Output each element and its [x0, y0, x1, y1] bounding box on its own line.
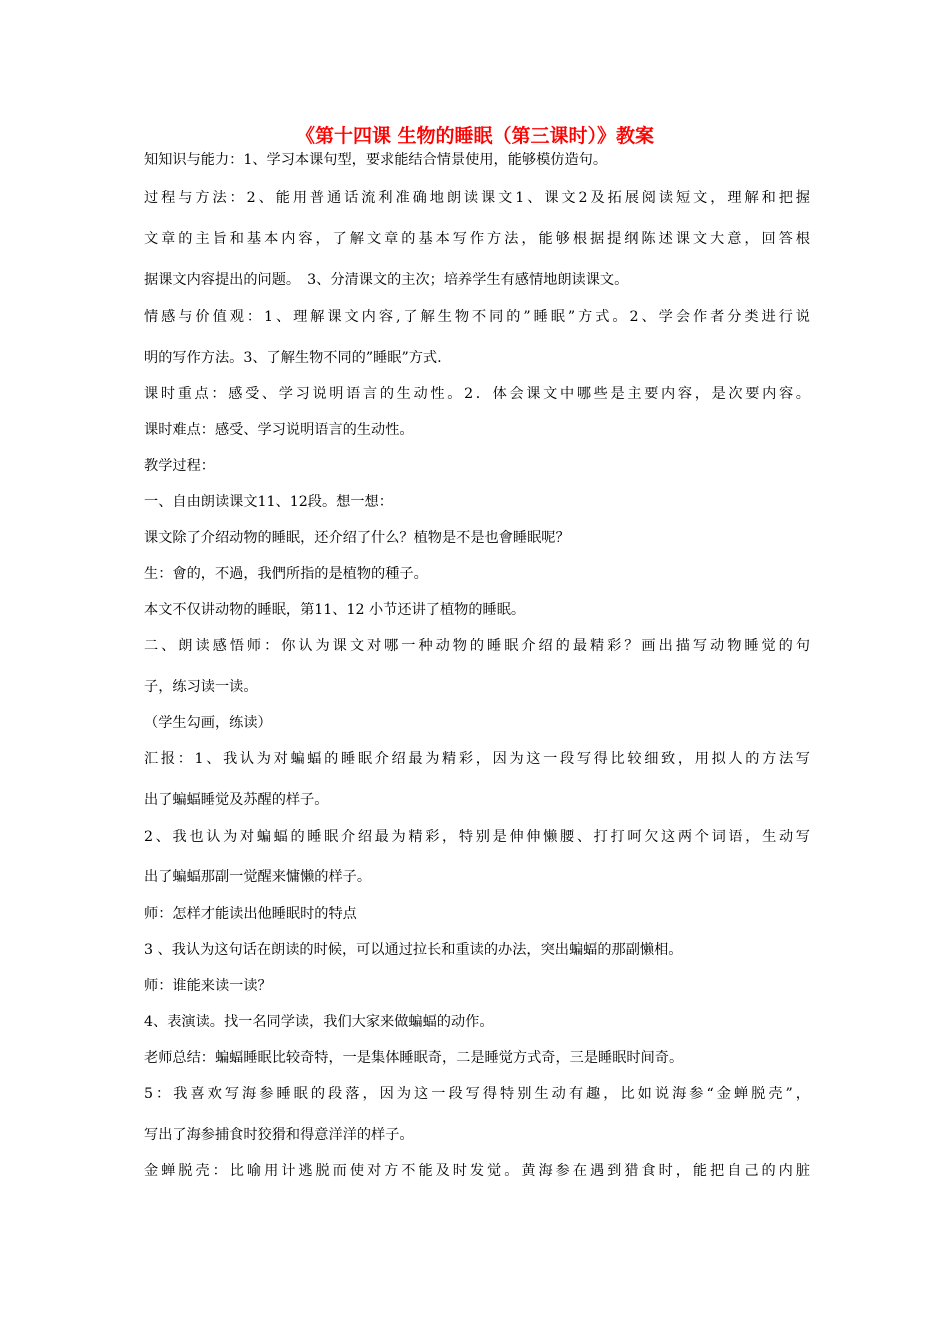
paragraph-line: 生：會的，不過，我們所指的是植物的種子。 — [144, 566, 428, 582]
paragraph-line: 据课文内容提出的问题。 3、分清课文的主次；培养学生有感情地朗读课文。 — [144, 272, 629, 288]
paragraph-line: 老师总结：蝙蝠睡眠比较奇特，一是集体睡眠奇，二是睡觉方式奇，三是睡眠时间奇。 — [144, 1050, 684, 1066]
paragraph-line: 课时难点：感受、学习说明语言的生动性。 — [144, 422, 414, 438]
paragraph-line: 出了蝙蝠睡觉及苏醒的样子。 — [144, 792, 329, 808]
paragraph-line: 课时重点：感受、学习说明语言的生动性。2．体会课文中哪些是主要内容，是次要内容。 — [144, 386, 810, 402]
paragraph-line: 二、朗读感悟师：你认为课文对哪一种动物的睡眠介绍的最精彩？画出描写动物睡觉的句 — [144, 638, 810, 654]
paragraph-line: 5：我喜欢写海参睡眠的段落，因为这一段写得特别生动有趣，比如说海参“金蝉脱壳”， — [144, 1086, 810, 1102]
paragraph-line: 过程与方法：2、能用普通话流利准确地朗读课文1、课文2及拓展阅读短文，理解和把握 — [144, 190, 810, 206]
paragraph-line: 课文除了介绍动物的睡眠，还介绍了什么？植物是不是也會睡眠呢？ — [144, 530, 570, 546]
paragraph-line: 师：谁能来读一读？ — [144, 978, 272, 994]
document-title: 《第十四课 生物的睡眠（第三课时）》教案 — [295, 125, 655, 147]
paragraph-line: 本文不仅讲动物的睡眠，第11、12 小节还讲了植物的睡眠。 — [144, 602, 526, 618]
paragraph-line: 子，练习读一读。 — [144, 679, 258, 695]
paragraph-line: 师：怎样才能读出他睡眠时的特点 — [144, 906, 357, 922]
paragraph-line: （学生勾画，练读） — [144, 715, 272, 731]
section-heading: 教学过程： — [144, 458, 215, 474]
paragraph-line: 金蝉脱壳：比喻用计逃脱而使对方不能及时发觉。黄海参在遇到猎食时，能把自己的内脏 — [144, 1163, 810, 1179]
paragraph-line: 明的写作方法。3、了解生物不同的”睡眠”方式. — [144, 350, 442, 366]
paragraph-line: 2、我也认为对蝙蝠的睡眠介绍最为精彩，特别是伸伸懒腰、打打呵欠这两个词语，生动写 — [144, 829, 810, 845]
paragraph-line: 一、自由朗读课文11、12段。想一想： — [144, 494, 393, 510]
paragraph-line: 写出了海参捕食时狡猾和得意洋洋的样子。 — [144, 1127, 414, 1143]
paragraph-line: 4、表演读。找一名同学读，我们大家来做蝙蝠的动作。 — [144, 1014, 494, 1030]
paragraph-line: 知知识与能力：1、学习本课句型，要求能结合情景使用，能够模仿造句。 — [144, 152, 608, 168]
paragraph-line: 文章的主旨和基本内容，了解文章的基本写作方法，能够根据提纲陈述课文大意，回答根 — [144, 231, 810, 247]
paragraph-line: 汇报：1、我认为对蝙蝠的睡眠介绍最为精彩，因为这一段写得比较细致，用拟人的方法写 — [144, 751, 810, 767]
paragraph-line: 3 、我认为这句话在朗读的时候，可以通过拉长和重读的办法，突出蝙蝠的那副懒相。 — [144, 942, 683, 958]
paragraph-line: 出了蝙蝠那副一觉醒来慵懒的样子。 — [144, 869, 372, 885]
paragraph-line: 情感与价值观：1、理解课文内容,了解生物不同的”睡眠”方式。2、学会作者分类进行说 — [144, 309, 810, 325]
